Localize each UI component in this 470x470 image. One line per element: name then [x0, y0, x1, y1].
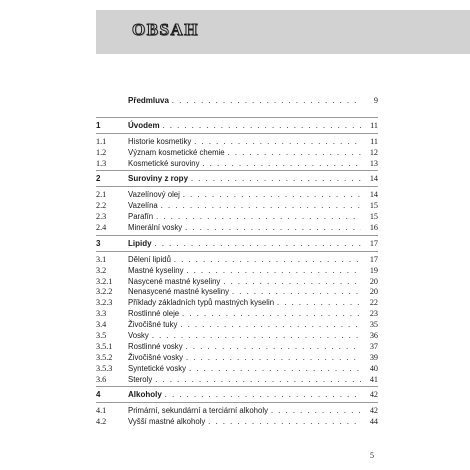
toc-label: Steroly	[128, 374, 153, 384]
toc-page: 9	[373, 96, 378, 105]
toc-number: 1.1	[96, 136, 107, 146]
toc-number: 3.2.3	[96, 298, 113, 308]
dot-leader	[163, 121, 361, 132]
toc-label: Syntetické vosky	[128, 363, 187, 373]
toc-entry[interactable]	[96, 148, 378, 159]
toc-page: 15	[369, 212, 378, 222]
toc-label: Úvodem	[128, 120, 160, 130]
toc-label: Historie kosmetiky	[128, 136, 192, 146]
toc-page: 35	[369, 320, 378, 330]
toc-entry[interactable]	[96, 223, 378, 234]
toc-entry[interactable]	[96, 298, 378, 309]
toc-number: 3.5.3	[96, 363, 113, 373]
toc-page: 37	[369, 341, 378, 351]
toc-number: 2.3	[96, 212, 107, 222]
dot-leader	[182, 309, 361, 320]
dot-leader	[194, 137, 361, 148]
toc-page: 13	[369, 158, 378, 168]
toc-label: Rostlinné oleje	[128, 309, 180, 319]
toc-number: 3.5.2	[96, 352, 113, 362]
toc-page: 42	[369, 406, 378, 416]
toc-number: 3	[96, 238, 101, 248]
dot-leader	[186, 353, 361, 364]
toc-entry[interactable]	[96, 320, 378, 331]
dot-leader	[208, 417, 361, 428]
toc-page: 16	[369, 223, 378, 233]
section-divider	[96, 170, 378, 171]
section-divider	[96, 386, 378, 387]
dot-leader	[152, 331, 361, 342]
toc-page: 12	[369, 147, 378, 157]
toc-entry[interactable]	[96, 201, 378, 212]
toc-number: 1.2	[96, 147, 107, 157]
toc-number: 1	[96, 120, 101, 130]
section-divider	[96, 402, 378, 403]
toc-page: 39	[369, 352, 378, 362]
table-of-contents	[96, 96, 378, 428]
toc-number: 4.2	[96, 417, 107, 427]
toc-label: Vazelína	[128, 201, 158, 211]
dot-leader	[180, 320, 361, 331]
dot-leader	[271, 406, 361, 417]
toc-page: 14	[369, 174, 378, 184]
dot-leader	[161, 201, 361, 212]
toc-label: Vazelínový olej	[128, 190, 180, 200]
toc-number: 2.4	[96, 223, 107, 233]
toc-chapter-1[interactable]	[96, 121, 378, 132]
toc-number: 3.4	[96, 320, 107, 330]
toc-label: Suroviny z ropy	[128, 174, 189, 184]
toc-entry[interactable]	[96, 406, 378, 417]
section-divider	[96, 251, 378, 252]
dot-leader	[223, 277, 361, 288]
toc-label: Příklady základních typů mastných kyselin	[128, 298, 275, 308]
toc-number: 3.5	[96, 331, 107, 341]
toc-number: 1.3	[96, 158, 107, 168]
toc-label: Minerální vosky	[128, 223, 183, 233]
toc-page: 19	[369, 265, 378, 275]
toc-entry[interactable]	[96, 190, 378, 201]
toc-entry[interactable]	[96, 342, 378, 353]
toc-label: Lipidy	[128, 238, 152, 248]
toc-label: Parafín	[128, 212, 154, 222]
toc-page: 36	[369, 331, 378, 341]
dot-leader	[186, 342, 361, 353]
toc-page: 11	[370, 136, 378, 146]
dot-leader	[165, 390, 361, 401]
toc-number: 3.2	[96, 265, 107, 275]
dot-leader	[277, 298, 361, 309]
section-divider	[96, 186, 378, 187]
dot-leader	[191, 174, 361, 185]
toc-number: 3.2.1	[96, 276, 113, 286]
toc-chapter-4[interactable]	[96, 390, 378, 401]
toc-page: 20	[369, 276, 378, 286]
toc-entry[interactable]	[96, 159, 378, 170]
section-divider	[96, 133, 378, 134]
toc-label: Mastné kyseliny	[128, 265, 184, 275]
toc-label: Dělení lipidů	[128, 254, 171, 264]
dot-leader	[172, 96, 361, 107]
dot-leader	[186, 266, 361, 277]
dot-leader	[155, 239, 361, 250]
toc-label: Nasycené mastné kyseliny	[128, 276, 221, 286]
toc-entry[interactable]	[96, 255, 378, 266]
toc-page: 41	[369, 374, 378, 384]
toc-entry[interactable]	[96, 137, 378, 148]
section-divider	[96, 117, 378, 118]
toc-label: Předmluva	[128, 96, 169, 105]
toc-entry[interactable]	[96, 266, 378, 277]
toc-entry[interactable]	[96, 287, 378, 298]
dot-leader	[174, 255, 361, 266]
toc-page: 42	[369, 390, 378, 400]
toc-page: 15	[369, 201, 378, 211]
toc-number: 2.2	[96, 201, 107, 211]
toc-label: Živočišné tuky	[128, 320, 178, 330]
toc-page: 11	[370, 120, 378, 130]
toc-label: Alkoholy	[128, 390, 162, 400]
toc-label: Kosmetické suroviny	[128, 158, 200, 168]
toc-page: 14	[369, 190, 378, 200]
section-divider	[96, 235, 378, 236]
toc-entry[interactable]	[96, 353, 378, 364]
toc-page: 17	[369, 254, 378, 264]
toc-label: Význam kosmetické chemie	[128, 147, 225, 157]
toc-label: Primární, sekundární a terciární alkoholy	[128, 406, 268, 416]
toc-chapter-3[interactable]	[96, 239, 378, 250]
dot-leader	[155, 375, 361, 386]
toc-label: Vyšší mastné alkoholy	[128, 417, 206, 427]
toc-label: Rostlinné vosky	[128, 341, 183, 351]
toc-label: Vosky	[128, 331, 149, 341]
toc-number: 3.2.2	[96, 287, 113, 297]
toc-number: 4.1	[96, 406, 107, 416]
toc-chapter-2[interactable]	[96, 174, 378, 185]
toc-number: 3.1	[96, 254, 107, 264]
toc-page: 23	[369, 309, 378, 319]
toc-entry[interactable]	[96, 277, 378, 288]
header-banner	[96, 10, 470, 54]
dot-leader	[156, 212, 361, 223]
page-title: OBSAH	[132, 20, 200, 39]
toc-number: 4	[96, 390, 101, 400]
toc-number: 3.5.1	[96, 341, 113, 351]
page-number: 5	[370, 451, 374, 460]
toc-number: 2	[96, 174, 101, 184]
toc-entry[interactable]	[96, 309, 378, 320]
toc-page: 17	[369, 238, 378, 248]
toc-page: 20	[369, 287, 378, 297]
dot-leader	[203, 159, 362, 170]
toc-entry[interactable]	[96, 364, 378, 375]
toc-entry[interactable]	[96, 212, 378, 223]
toc-number: 3.3	[96, 309, 107, 319]
toc-number: 2.1	[96, 190, 107, 200]
toc-label: Živočišné vosky	[128, 352, 184, 362]
toc-number: 3.6	[96, 374, 107, 384]
toc-page: 44	[369, 417, 378, 427]
toc-page: 40	[369, 363, 378, 373]
toc-page: 22	[369, 298, 378, 308]
toc-entry[interactable]	[96, 417, 378, 428]
dot-leader	[185, 223, 361, 234]
dot-leader	[183, 190, 361, 201]
toc-entry[interactable]	[96, 375, 378, 386]
dot-leader	[232, 287, 361, 298]
dot-leader	[189, 364, 361, 375]
toc-label: Nenasycené mastné kyseliny	[128, 287, 229, 297]
toc-entry-preface[interactable]	[96, 96, 378, 107]
toc-entry[interactable]	[96, 331, 378, 342]
dot-leader	[228, 148, 361, 159]
